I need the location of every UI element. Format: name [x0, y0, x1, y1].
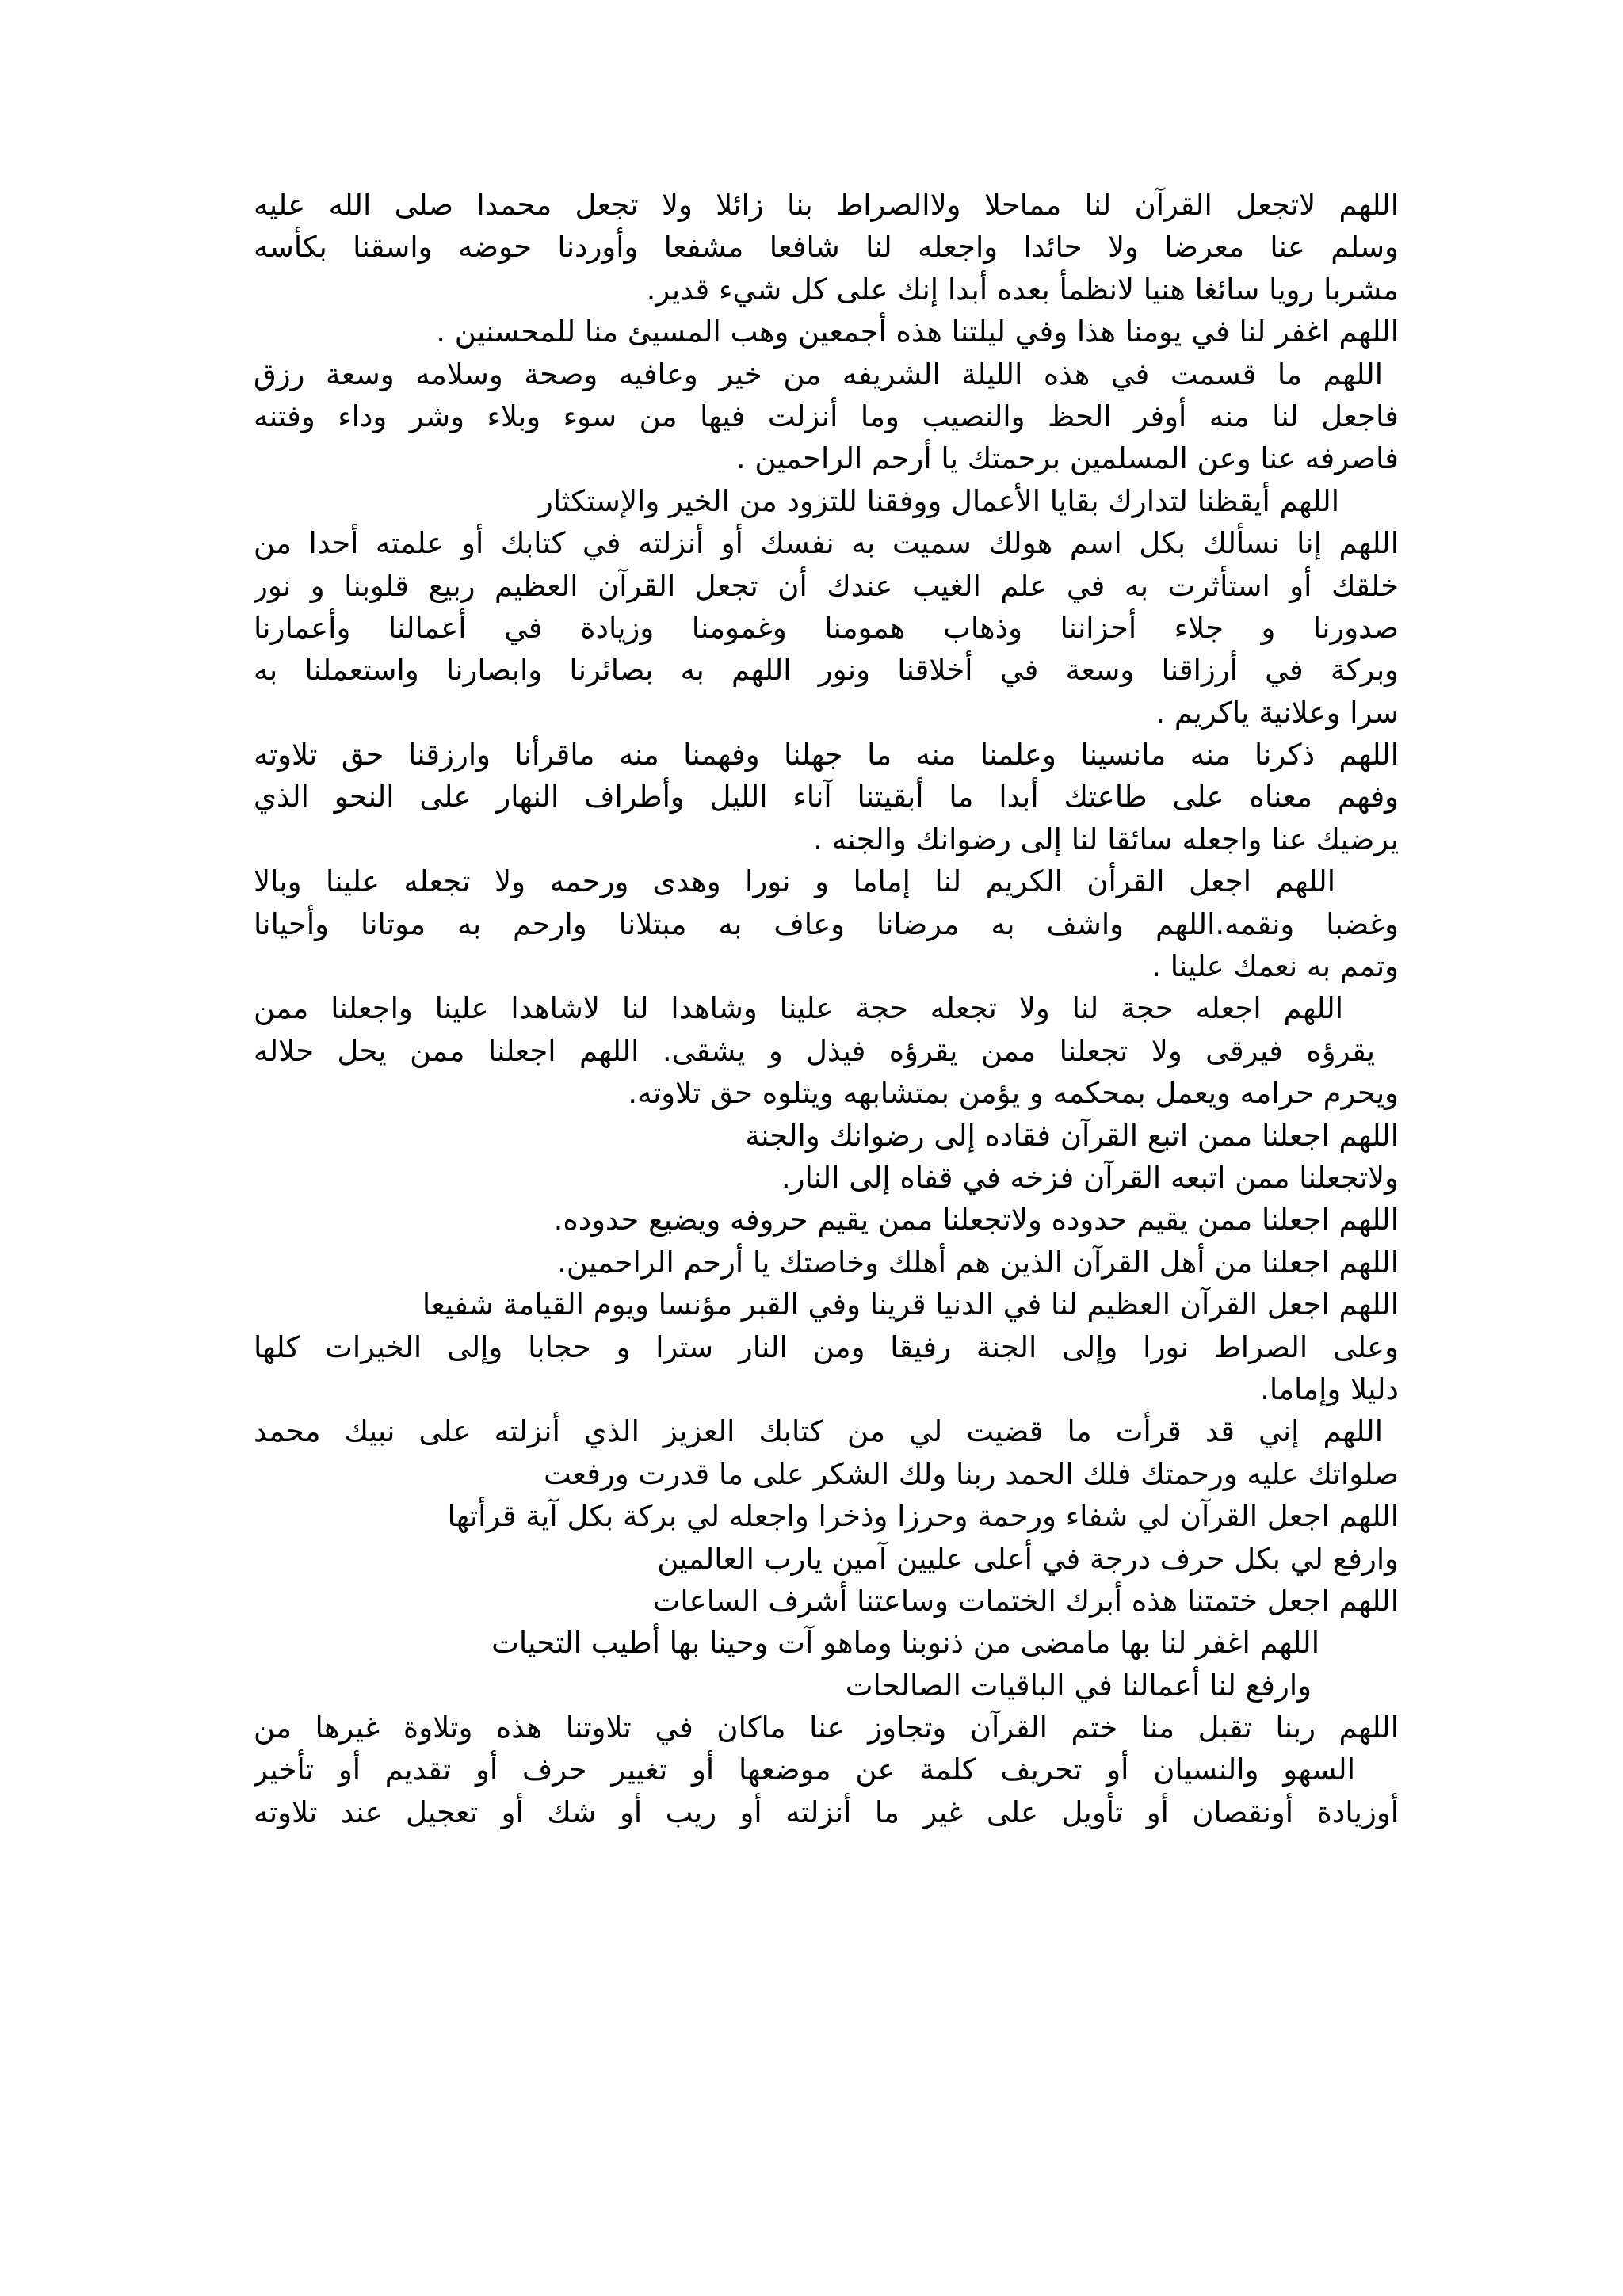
- text-line: وفهم معناه على طاعتك أبدا ما أبقيتنا آناء الليل وأطراف النهار على النحو الذي: [254, 780, 1399, 814]
- text-line: دليلا وإماما.: [1260, 1371, 1399, 1406]
- text-line: اللهم اجعل القرأن الكريم لنا إماما و نورا وهدى ورحمه ولا تجعله علينا وبالا: [254, 864, 1335, 899]
- document-body: [254, 184, 1399, 1833]
- text-line: وبركة في أرزاقنا وسعة في أخلاقنا ونور اللهم به بصائرنا وابصارنا واستعملنا به: [254, 653, 1399, 688]
- text-line: صدورنا و جلاء أحزاننا وذهاب همومنا وغمومنا وزيادة في أعمالنا وأعمارنا: [254, 610, 1399, 645]
- text-line: سرا وعلانية ياكريم .: [1155, 695, 1399, 730]
- text-line: ولاتجعلنا ممن اتبعه القرآن فزخه في قفاه إلى النار.: [781, 1160, 1399, 1195]
- text-line: يقرؤه فيرقى ولا تجعلنا ممن يقرؤه فيذل و يشقى. اللهم اجعلنا ممن يحل حلاله: [254, 1033, 1375, 1068]
- text-line: يرضيك عنا واجعله سائقا لنا إلى رضوانك والجنه .: [813, 822, 1399, 856]
- text-line: اللهم ربنا تقبل منا ختم القرآن وتجاوز عنا ماكان في تلاوتنا هذه وتلاوة غيرها من: [254, 1711, 1399, 1745]
- text-line: وارفع لي بكل حرف درجة في أعلى عليين آمين يارب العالمين: [657, 1541, 1399, 1576]
- text-line: اللهم اغفر لنا بها مامضى من ذنوبنا وماهو آت وحينا بها أطيب التحيات: [491, 1626, 1319, 1661]
- text-line: اللهم اجعل القرآن العظيم لنا في الدنيا قرينا وفي القبر مؤنسا ويوم القيامة شفيعا: [422, 1287, 1399, 1322]
- text-line: صلواتك عليه ورحمتك فلك الحمد ربنا ولك الشكر على ما قدرت ورفعت: [544, 1456, 1399, 1491]
- text-line: مشربا رويا سائغا هنيا لانظمأ بعده أبدا إنك على كل شيء قدير.: [646, 272, 1399, 307]
- text-line: وعلى الصراط نورا وإلى الجنة رفيقا ومن النار سترا و حجابا وإلى الخيرات كلها: [254, 1329, 1399, 1364]
- text-line: اللهم اجعلنا ممن اتبع القرآن فقاده إلى رضوانك والجنة: [745, 1118, 1399, 1153]
- text-line: ويحرم حرامه ويعمل بمحكمه و يؤمن بمتشابهه ويتلوه حق تلاوته.: [628, 1076, 1399, 1111]
- text-line: اللهم اجعل ختمتنا هذه أبرك الختمات وساعتنا أشرف الساعات: [652, 1583, 1399, 1618]
- text-line: وتمم به نعمك علينا .: [1151, 949, 1399, 984]
- text-line: اللهم اجعله حجة لنا ولا تجعله حجة علينا وشاهدا لنا لاشاهدا علينا واجعلنا ممن: [254, 991, 1343, 1026]
- text-line: خلقك أو استأثرت به في علم الغيب عندك أن تجعل القرآن العظيم ربيع قلوبنا و نور: [254, 568, 1399, 603]
- text-line: السهو والنسيان أو تحريف كلمة عن موضعها أو تغيير حرف أو تقديم أو تأخير: [254, 1753, 1355, 1787]
- text-line: اللهم أيقظنا لتدارك بقايا الأعمال ووفقنا للتزود من الخير والإستكثار: [539, 483, 1339, 518]
- text-line: اللهم لاتجعل القرآن لنا مماحلا ولاالصراط بنا زائلا ولا تجعل محمدا صلى الله عليه: [254, 188, 1399, 222]
- text-line: فاجعل لنا منه أوفر الحظ والنصيب وما أنزلت فيها من سوء وبلاء وشر وداء وفتنه: [254, 399, 1399, 433]
- text-line: اللهم إني قد قرأت ما قضيت لي من كتابك العزيز الذي أنزلته على نبيك محمد: [254, 1414, 1383, 1449]
- text-line: اللهم اغفر لنا في يومنا هذا وفي ليلتنا هذه أجمعين وهب المسيئ منا للمحسنين .: [436, 315, 1399, 349]
- text-line: أوزيادة أونقصان أو تأويل على غير ما أنزلته أو ريب أو شك أو تعجيل عند تلاوته: [254, 1794, 1399, 1829]
- text-line: وغضبا ونقمه.اللهم واشف به مرضانا وعاف به مبتلانا وارحم به موتانا وأحيانا: [254, 906, 1399, 941]
- text-line: اللهم اجعل القرآن لي شفاء ورحمة وحرزا وذخرا واجعله لي بركة بكل آية قرأتها: [447, 1499, 1399, 1534]
- text-line: اللهم ما قسمت في هذه الليلة الشريفه من خير وعافيه وصحة وسلامه وسعة رزق: [254, 357, 1383, 391]
- text-line: فاصرفه عنا وعن المسلمين برحمتك يا أرحم الراحمين .: [735, 441, 1399, 476]
- text-line: اللهم ذكرنا منه مانسينا وعلمنا منه ما جهلنا وفهمنا منه ماقرأنا وارزقنا حق تلاوته: [254, 738, 1399, 772]
- text-line: وارفع لنا أعمالنا في الباقيات الصالحات: [845, 1668, 1312, 1703]
- text-line: اللهم إنا نسألك بكل اسم هولك سميت به نفسك أو أنزلته في كتابك أو علمته أحدا من: [254, 526, 1399, 561]
- text-line: وسلم عنا معرضا ولا حائدا واجعله لنا شافعا مشفعا وأوردنا حوضه واسقنا بكأسه: [254, 230, 1399, 265]
- text-line: اللهم اجعلنا ممن يقيم حدوده ولاتجعلنا ممن يقيم حروفه ويضيع حدوده.: [553, 1203, 1399, 1238]
- text-line: اللهم اجعلنا من أهل القرآن الذين هم أهلك وخاصتك يا أرحم الراحمين.: [557, 1245, 1399, 1280]
